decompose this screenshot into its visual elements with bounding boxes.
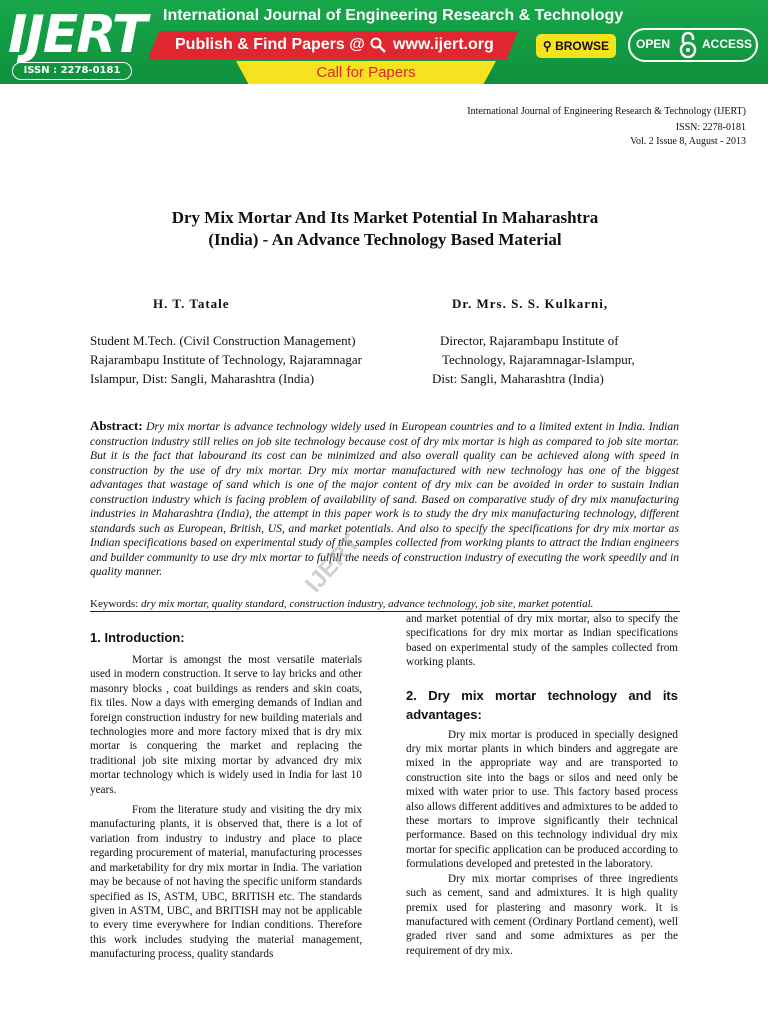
section-2-paragraph-2: Dry mix mortar comprises of three ingredients such as cement, sand and admixtures. It is high quality premix used for plastering and masonry work. It is manufactured with cement (Ordinary Portland cement), well graded river sand and some admixtures as per the requirement of dry mix. bbox=[406, 872, 678, 957]
access-label: ACCESS bbox=[702, 37, 753, 51]
call-for-papers-label: Call for Papers bbox=[316, 64, 416, 81]
search-icon bbox=[370, 37, 386, 53]
banner-issn: ISSN : 2278-0181 bbox=[12, 62, 132, 80]
author-2-affil-3: Dist: Sangli, Maharashtra (India) bbox=[432, 371, 604, 386]
author-1-affil-2: Rajarambapu Institute of Technology, Rajaramnagar bbox=[90, 352, 362, 367]
author-1-name: H. T. Tatale bbox=[153, 296, 230, 311]
open-access-lock-icon bbox=[678, 31, 698, 59]
section-1-paragraph-2: From the literature study and visiting the dry mix manufacturing plants, it is observed that, there is a lot of variation from industry to industry and place to place regarding procurement of material, manufacturing processes and marketability for dry mix mortar in India. The variation may be because of not having the specific uniform standards specified as IS, ASTM, UBC, BRITISH etc. The standards given in ASTM, UBC, and BRITISH may not be applicable to every time everywhere for Indian conditions. Therefore this work includes studying the material management, manufacturing process, quality standards bbox=[90, 804, 362, 961]
title-line-1: Dry Mix Mortar And Its Market Potential In Maharashtra bbox=[171, 208, 599, 227]
header-journal: International Journal of Engineering Research & Technology (IJERT) bbox=[467, 106, 746, 117]
site-link[interactable]: www.ijert.org bbox=[393, 36, 494, 53]
publish-label[interactable]: Publish & Find Papers @ bbox=[175, 36, 365, 53]
paper-title bbox=[60, 207, 710, 251]
continued-paragraph: and market potential of dry mix mortar, also to specify the specifications for dry mix mortar as Indian specifications based on experimental study of the samples collected from working plants. bbox=[406, 613, 678, 669]
browse-button[interactable] bbox=[536, 34, 616, 58]
author-2-affil-2: Technology, Rajaramnagar-Islampur, bbox=[442, 352, 635, 367]
open-label: OPEN bbox=[636, 37, 671, 51]
ijert-banner[interactable] bbox=[0, 0, 768, 84]
search-icon: ⚲ bbox=[542, 39, 552, 53]
banner-journal-title: International Journal of Engineering Research & Technology bbox=[163, 7, 624, 24]
title-line-2: (India) - An Advance Technology Based Material bbox=[208, 230, 562, 249]
author-2-name: Dr. Mrs. S. S. Kulkarni, bbox=[452, 296, 609, 311]
section-1-paragraph-1: Mortar is amongst the most versatile materials used in modern construction. It serve to lay bricks and other masonry blocks , coat buildings as renders and skin coats, fix tiles. Now a days with emerging demands of Indian and foreign construction industry for new building materials and technologies more and more factory mixed that is dry mix mortar is conquering the market and replacing the traditional job site mixing mortar by advanced dry mix mortar technology which is widely used in India for last 10 years. bbox=[90, 654, 362, 796]
header-issn: ISSN: 2278-0181 bbox=[675, 122, 746, 133]
column-right bbox=[406, 612, 678, 958]
author-2-affil-1: Director, Rajarambapu Institute of bbox=[440, 333, 619, 348]
keywords-value: dry mix mortar, quality standard, construction industry, advance technology, job site, market potential. bbox=[141, 598, 594, 610]
browse-label: BROWSE bbox=[555, 39, 610, 53]
section-1-heading: 1. Introduction: bbox=[90, 630, 185, 645]
author-1-affil-1: Student M.Tech. (Civil Construction Management) bbox=[90, 333, 356, 348]
column-left bbox=[90, 628, 362, 962]
watermark: IJERT bbox=[300, 529, 366, 599]
keywords-label: Keywords: bbox=[90, 598, 139, 610]
ijert-logo: IJERT bbox=[8, 5, 146, 65]
abstract-text: Dry mix mortar is advance technology widely used in European countries and to a limited extent in India. Indian construction industry still relies on job site technology because cost of dry mix mortar is high as compared to job site mortar. But it is the fact that labourand its cost can be minimized and also overall quality can be achieved along with speed in construction by the use of dry mix mortar. Dry mix mortar manufactured with new technology has one of the biggest advantages that wastage of sand which is one of the major content of dry mix can be avoided in order to sustain Indian construction industry which is facing problem of availability of sand. Based on comparative study of dry mix manufacturing industries in Maharashtra (India), the attempt in this paper work is to study the dry mix manufacturing technology, different standards such as European, British, US, and market potentials. And also to specify the specifications for dry mix mortar as Indian specifications based on experimental study of the samples collected from working plants to attract the Indian engineers and builder community to use dry mix mortar to fulfill the needs of construction industry of executing the work speedily and in quality manner. bbox=[90, 420, 679, 578]
header-volume: Vol. 2 Issue 8, August - 2013 bbox=[630, 136, 746, 147]
abstract-label: Abstract: bbox=[90, 418, 143, 433]
section-2-heading: 2. Dry mix mortar technology and its advantages: bbox=[406, 687, 678, 722]
author-1-affil-3: Islampur, Dist: Sangli, Maharashtra (India) bbox=[90, 371, 315, 386]
section-2-paragraph-1: Dry mix mortar is produced in specially designed dry mix mortar plants in which binders and aggregate are mixed in the appropriate way and are transported to construction site into the bags or silos and need only be mixed with water prior to use. This factory based process also allows different additives and admixtures to be added to these mortars to improve significantly their technical performance. Based on this technology individual dry mix mortar for specific application can be produced according to formulations developed and pretested in the laboratory. bbox=[406, 728, 678, 871]
